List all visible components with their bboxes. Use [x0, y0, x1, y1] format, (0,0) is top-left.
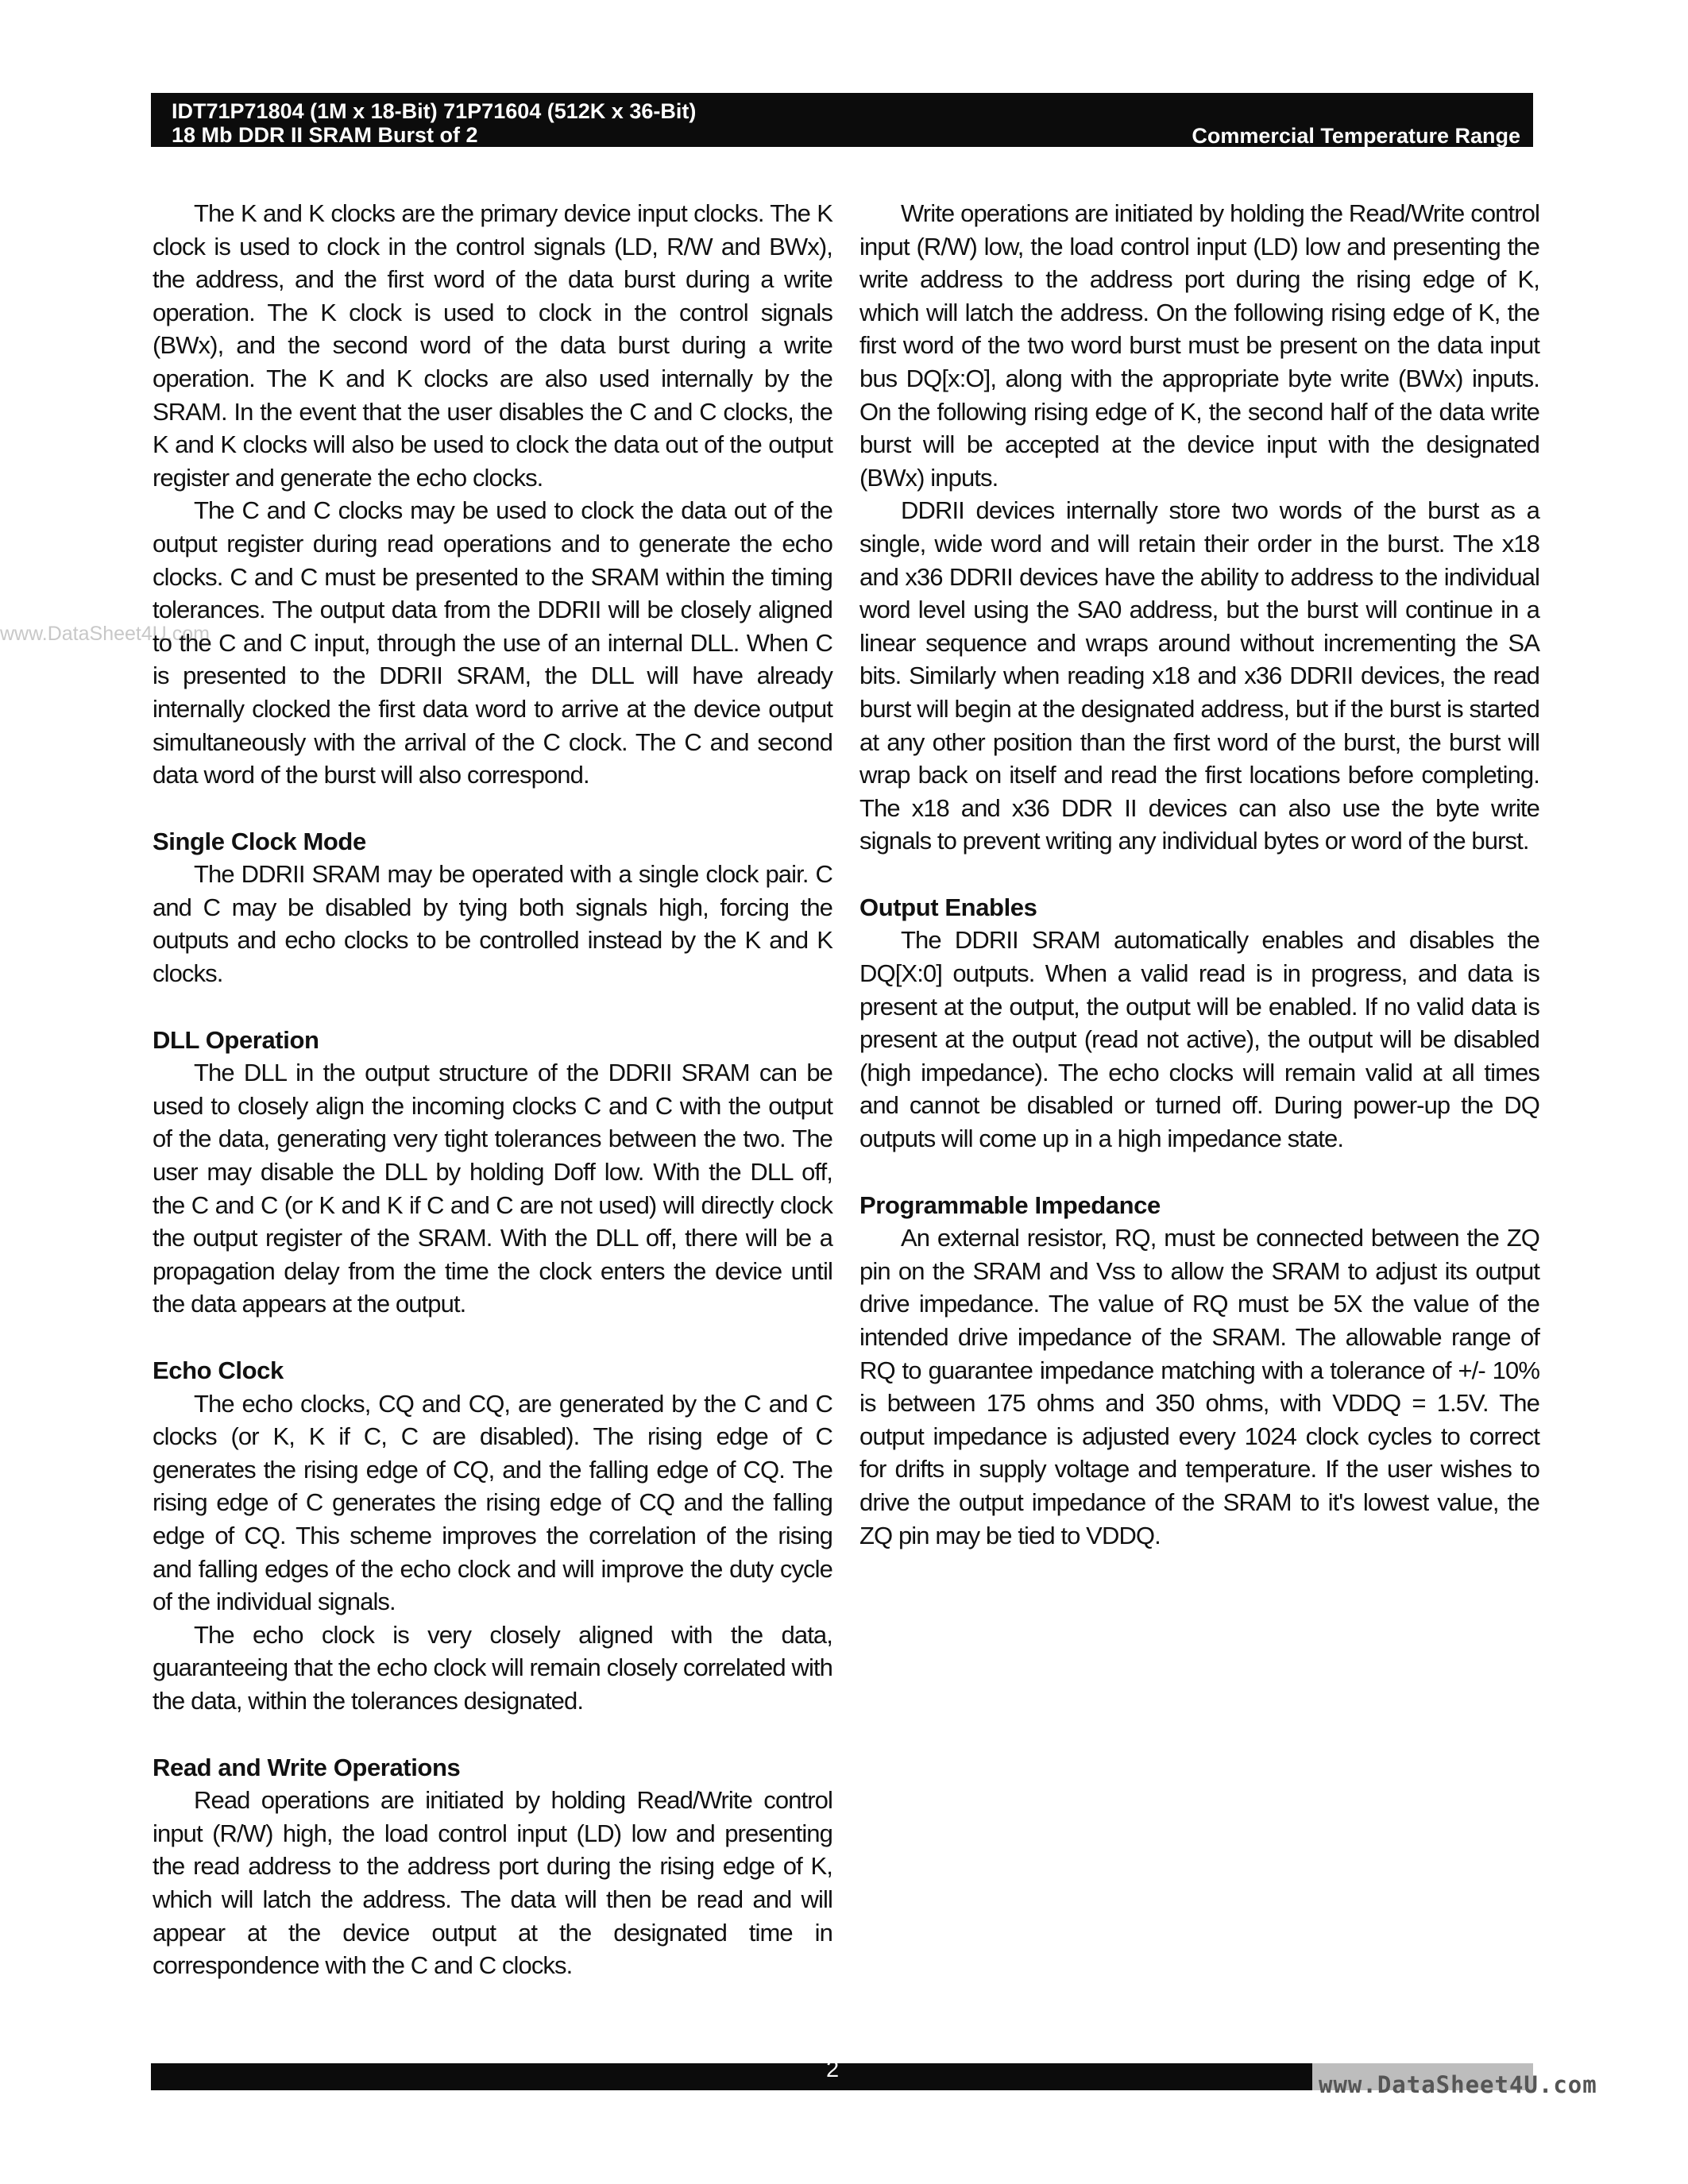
heading-single-clock-mode: Single Clock Mode [153, 827, 366, 855]
page-number: 2 [826, 2057, 840, 2082]
paragraph-programmable-impedance: An external resistor, RQ, must be connected between the ZQ pin on the SRAM and Vss to allow the SRAM to adjust its output drive impedance. The value of RQ must be 5X the value of the intended drive impedance of the SRAM. The allowable range of RQ to guarantee impedance matching with a tolerance of +/- 10% is between 175 ohms and 350 ohms, with VDDQ = 1.5V. The output impedance is adjusted every 1024 clock cycles to correct for drifts in supply voltage and temperature. If the user wishes to drive the output impedance of the SRAM to it's lowest value, the ZQ pin may be tied to VDDQ. [859, 1224, 1539, 1549]
paragraph-echo-clock-1: The echo clocks, CQ and CQ, are generated by the C and C clocks (or K, K if C, C are disabled). The rising edge of C generates the rising edge of CQ, and the falling edge of CQ. The rising edge of C generates the rising edge of CQ and the falling edge of CQ. This scheme improves the correlation of the rising and falling edges of the echo clock and will improve the duty cycle of the individual signals. [153, 1389, 832, 1616]
heading-echo-clock: Echo Clock [153, 1356, 284, 1384]
paragraph-output-enables: The DDRII SRAM automatically enables and disables the DQ[X:0] outputs. When a valid read is in progress, and data is present at the output, the output will be enabled. If no valid data is present at the output (read not active), the output will be disabled (high impedance). The echo clocks will remain valid at all times and cannot be disabled or turned off. During power-up the DQ outputs will come up in a high impedance state. [859, 926, 1539, 1153]
heading-output-enables: Output Enables [859, 893, 1037, 921]
paragraph-k-clocks: The K and K clocks are the primary device input clocks. The K clock is used to clock in the control signals (LD, R/W and BWx), the address, and the first word of the data burst during a write operation. The K clock is used to clock in the control signals (BWx), and the second word of the data burst during a write operation. The K and K clocks are also used internally by the SRAM. In the event that the user disables the C and C clocks, the K and K clocks will also be used to clock the data out of the output register and generate the echo clocks. [153, 199, 832, 492]
footer-url: www.DataSheet4U.com [1319, 2071, 1597, 2098]
header-subtitle: 18 Mb DDR II SRAM Burst of 2 [172, 123, 478, 147]
left-column [153, 197, 832, 1982]
paragraph-single-clock-mode: The DDRII SRAM may be operated with a single clock pair. C and C may be disabled by tying both signals high, forcing the outputs and echo clocks to be controlled instead by the K and K clocks. [153, 860, 832, 988]
header-part-title: IDT71P71804 (1M x 18-Bit) 71P71604 (512K x 36-Bit) [172, 99, 697, 123]
heading-read-write-operations: Read and Write Operations [153, 1753, 461, 1781]
heading-dll-operation: DLL Operation [153, 1025, 319, 1054]
paragraph-write-operations: Write operations are initiated by holding the Read/Write control input (R/W) low, the load control input (LD) low and presenting the write address to the address port during the rising edge of K, which will latch the address. On the following rising edge of K, the first word of the two word burst must be present on the data input bus DQ[x:O], along with the appropriate byte write (BWx) inputs. On the following rising edge of K, the second half of the data write burst will be accepted at the device input with the designated (BWx) inputs. [859, 199, 1539, 492]
paragraph-dll-operation: The DLL in the output structure of the DDRII SRAM can be used to closely align the incoming clocks C and C with the output of the data, generating very tight tolerances between the two. The user may disable the DLL by holding Doff low. With the DLL off, the C and C (or K and K if C and C are not used) will directly clock the output register of the SRAM. With the DLL off, there will be a propagation delay from the time the clock enters the device until the data appears at the output. [153, 1059, 832, 1318]
paragraph-echo-clock-2: The echo clock is very closely aligned with the data, guaranteeing that the echo clock will remain closely correlated with the data, within the tolerances designated. [153, 1620, 832, 1715]
paragraph-c-clocks: The C and C clocks may be used to clock the data out of the output register during read operations and to generate the echo clocks. C and C must be presented to the SRAM within the timing tolerances. The output data from the DDRII will be closely aligned to the C and C input, through the use of an internal DLL. When C is presented to the DDRII SRAM, the DLL will have already internally clocked the first data word to arrive at the device output simultaneously with the arrival of the C clock. The C and second data word of the burst will also correspond. [153, 496, 832, 789]
right-column [859, 197, 1539, 1552]
paragraph-read-operations: Read operations are initiated by holding Read/Write control input (R/W) high, the load control input (LD) low and presenting the read address to the address port during the rising edge of K, which will latch the address. The data will then be read and will appear at the device output at the designated time in correspondence with the C and C clocks. [153, 1786, 832, 1980]
heading-programmable-impedance: Programmable Impedance [859, 1190, 1161, 1219]
header-bar [151, 93, 1533, 147]
header-temperature-range: Commercial Temperature Range [1192, 124, 1520, 148]
paragraph-ddrii-burst: DDRII devices internally store two words of the burst as a single, wide word and will retain their order in the burst. The x18 and x36 DDRII devices have the ability to address to the individual word level using the SA0 address, but the burst will continue in a linear sequence and wraps around without incrementing the SA bits. Similarly when reading x18 and x36 DDRII devices, the read burst will begin at the designated address, but if the burst is started at any other position than the first word of the burst, the burst will wrap back on itself and read the first locations before completing. The x18 and x36 DDR II devices can also use the byte write signals to prevent writing any individual bytes or word of the burst. [859, 496, 1539, 855]
watermark: www.DataSheet4U.com [0, 623, 211, 645]
